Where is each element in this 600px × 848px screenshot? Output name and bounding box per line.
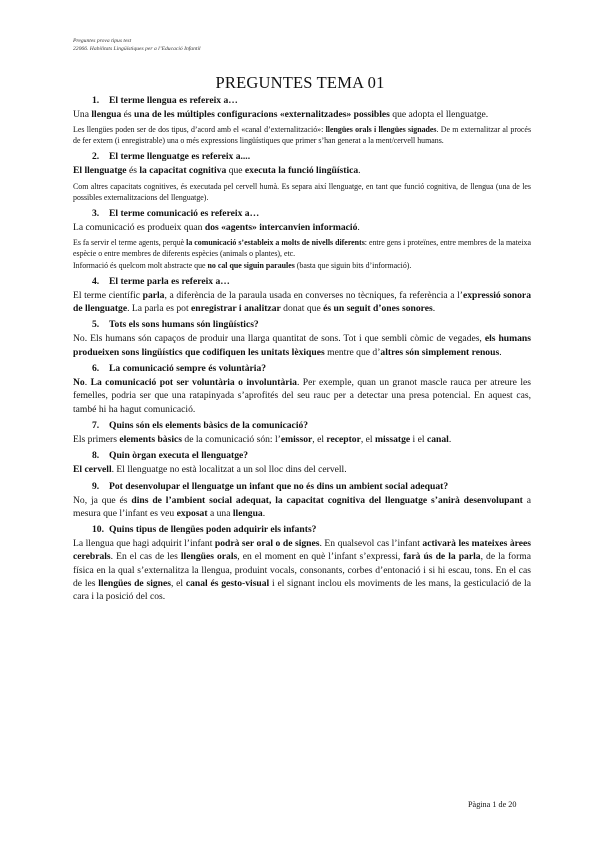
answer-text: La comunicació es produeix quan dos «agents» intercanvien informació. xyxy=(73,221,360,233)
question-number: 6. xyxy=(92,363,100,375)
question-text: Quin òrgan executa el llenguatge? xyxy=(109,450,249,462)
answer-text: Els primers elements bàsics de la comunicació són: l’emissor, el receptor, el missatge i el canal. xyxy=(73,433,452,445)
question-text: El terme llengua es refereix a… xyxy=(109,95,238,106)
question-text: La comunicació sempre és voluntària? xyxy=(109,363,267,375)
answer-text: La llengua que hagi adquirit l’infant podrà ser oral o de signes. En qualsevol cas l’infant activarà les mateixes àrees cerebrals. En el cas de les llengües orals, en el moment en què l’infant s’expressi, farà ús de la parla, de la forma física en la qual s’externalitza la llengua, produint vocals, consonants, corbes d’entonació i si hi escau, tons. En el cas de les llengües de signes, el canal és gesto-visual i el signant inclou els moviments de les mans, la gesticulació de la cara i la posició del cos. xyxy=(73,538,532,603)
answer-note: Es fa servir el terme agents, perquè la comunicació s’estableix a molts de nivells diferents: entre gens i proteïnes, entre membres de la mateixa espècie o entre membres de diferents espècies (animals o plantes), etc. xyxy=(73,237,531,258)
question-heading xyxy=(73,362,531,375)
question-text: El terme llenguatge es refereix a.... xyxy=(109,151,251,163)
answer-note: Les llengües poden ser de dos tipus, d’acord amb el «canal d’externalització»: llengües orals i llengües signades. De m externalitzar al procés de fer extern (i enregistrable) una o més expressions lingüístiques que primer s’han generat a la ment/cervell humans. xyxy=(73,125,532,146)
question-number: 5. xyxy=(92,319,100,331)
question-number: 4. xyxy=(92,275,100,287)
question-number: 3. xyxy=(92,207,100,219)
question-number: 7. xyxy=(92,419,100,431)
question-number: 9. xyxy=(92,480,100,492)
answer-text: No. La comunicació pot ser voluntària o involuntària. Per exemple, quan un granot mascle rauca per atreure les femelles, podria ser que una ratapinyada s’aprofités del seu rauc per a detectar una presa potencial. En aquest cas, també hi ha hagut comunicació. xyxy=(73,377,531,415)
question-text: Tots els sons humans són lingüístics? xyxy=(109,319,259,331)
question-text: Quins són els elements bàsics de la comunicació? xyxy=(109,419,309,431)
question-heading xyxy=(73,449,531,462)
question-heading xyxy=(73,480,531,493)
question-text: El terme comunicació es refereix a… xyxy=(109,207,260,219)
header-line-1: Preguntes prova tipus test xyxy=(73,38,132,44)
questions-list xyxy=(73,94,531,607)
answer-text: No. Els humans són capaços de produir una llarga quantitat de sons. Tot i que sembli còmic de vegades, els humans produeixen sons lingüístics que codifiquen les unitats lèxiques mentre que d’altres són simplement renous. xyxy=(73,333,531,358)
question-heading xyxy=(73,94,531,107)
question-text: Pot desenvolupar el llenguatge un infant que no és dins un ambient social adequat? xyxy=(109,480,449,492)
answer-note: Com altres capacitats cognitives, és executada pel cervell humà. Es separa així llenguatge, en tant que funció cognitiva, de llengua (una de les possibles externalitzacions del llenguatge). xyxy=(73,181,531,202)
answer-text: El cervell. El llenguatge no està localitzat a un sol lloc dins del cervell. xyxy=(73,464,347,476)
question-number: 8. xyxy=(92,450,100,462)
question-heading xyxy=(73,150,531,163)
document-header xyxy=(73,37,201,53)
answer-text: El llenguatge és la capacitat cognitiva que executa la funció lingüística. xyxy=(73,165,361,177)
answer-text: No, ja que és dins de l’ambient social adequat, la capacitat cognitiva del llenguatge s’anirà desenvolupant a mesura que l’infant es veu exposat a una llengua. xyxy=(73,494,531,519)
question-heading xyxy=(73,275,531,288)
question-heading xyxy=(73,523,531,536)
question-number: 2. xyxy=(92,151,100,163)
question-number: 10. xyxy=(92,524,104,536)
question-heading xyxy=(73,318,531,331)
question-heading xyxy=(73,207,531,220)
answer-text: Una llengua és una de les múltiples configuracions «externalitzades» possibles que adopta el llenguatge. xyxy=(73,109,489,120)
answer-text: El terme científic parla, a diferència de la paraula usada en converses no tècniques, fa referència a l’expressió sonora de llenguatge. La parla es pot enregistrar i analitzar donat que és un seguit d’ones sonores. xyxy=(73,289,531,315)
page-number: Pàgina 1 de 20 xyxy=(468,800,517,809)
header-line-2: 22066. Habilitats Lingüístiques per a l’Educació Infantil xyxy=(73,46,201,52)
question-heading xyxy=(73,419,531,432)
question-text: El terme parla es refereix a… xyxy=(109,275,230,287)
page-title: PREGUNTES TEMA 01 xyxy=(215,73,385,92)
answer-note: Informació és quelcom molt abstracte que no cal que siguin paraules (basta que siguin bits d’informació). xyxy=(73,260,412,270)
question-text: Quins tipus de llengües poden adquirir els infants? xyxy=(109,524,317,536)
question-number: 1. xyxy=(92,95,100,106)
